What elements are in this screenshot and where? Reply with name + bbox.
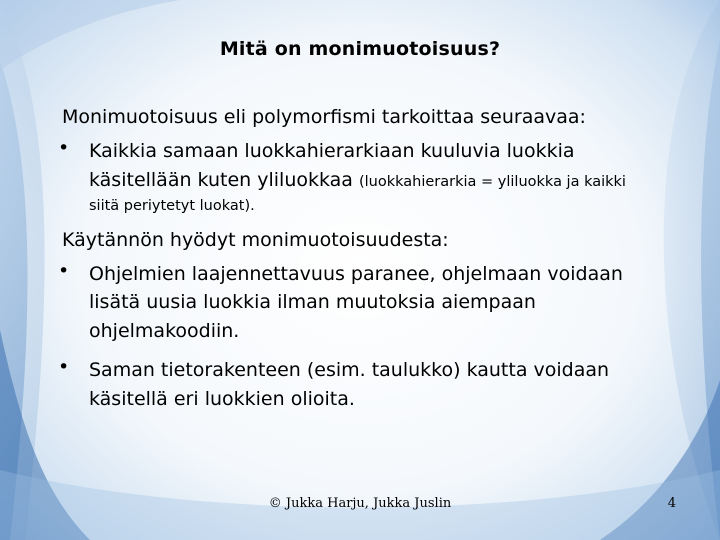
bullet-2-symbol: • [58, 260, 70, 282]
bullet-1-line-3-note: siitä periytetyt luokat). [89, 198, 255, 214]
footer-copyright: © Jukka Harju, Jukka Juslin [268, 496, 452, 511]
bullet-1-symbol: • [58, 137, 70, 159]
bullet-1-line-2-main: käsitellään kuten yliluokkaa [89, 169, 353, 191]
bullet-2-line-1: Ohjelmien laajennettavuus paranee, ohjelmaan voidaan [89, 263, 623, 285]
slide-title: Mitä on monimuotoisuus? [219, 38, 501, 60]
bullet-2-line-3: ohjelmakoodiin. [89, 320, 240, 342]
intro-text: Monimuotoisuus eli polymorfismi tarkoittaa seuraavaa: [62, 106, 586, 128]
bullet-3-symbol: • [58, 356, 70, 378]
benefits-heading: Käytännön hyödyt monimuotoisuudesta: [62, 229, 449, 251]
bullet-1-line-2-note: (luokkahierarkia = yliluokka ja kaikki [359, 174, 626, 190]
bullet-2-line-2: lisätä uusia luokkia ilman muutoksia aiempaan [89, 291, 536, 313]
bullet-3-line-1: Saman tietorakenteen (esim. taulukko) kautta voidaan [89, 359, 610, 381]
bullet-1-line-1: Kaikkia samaan luokkahierarkiaan kuuluvia luokkia [89, 140, 575, 162]
page-number: 4 [667, 496, 676, 511]
bullet-3-line-2: käsitellä eri luokkien olioita. [89, 388, 355, 410]
